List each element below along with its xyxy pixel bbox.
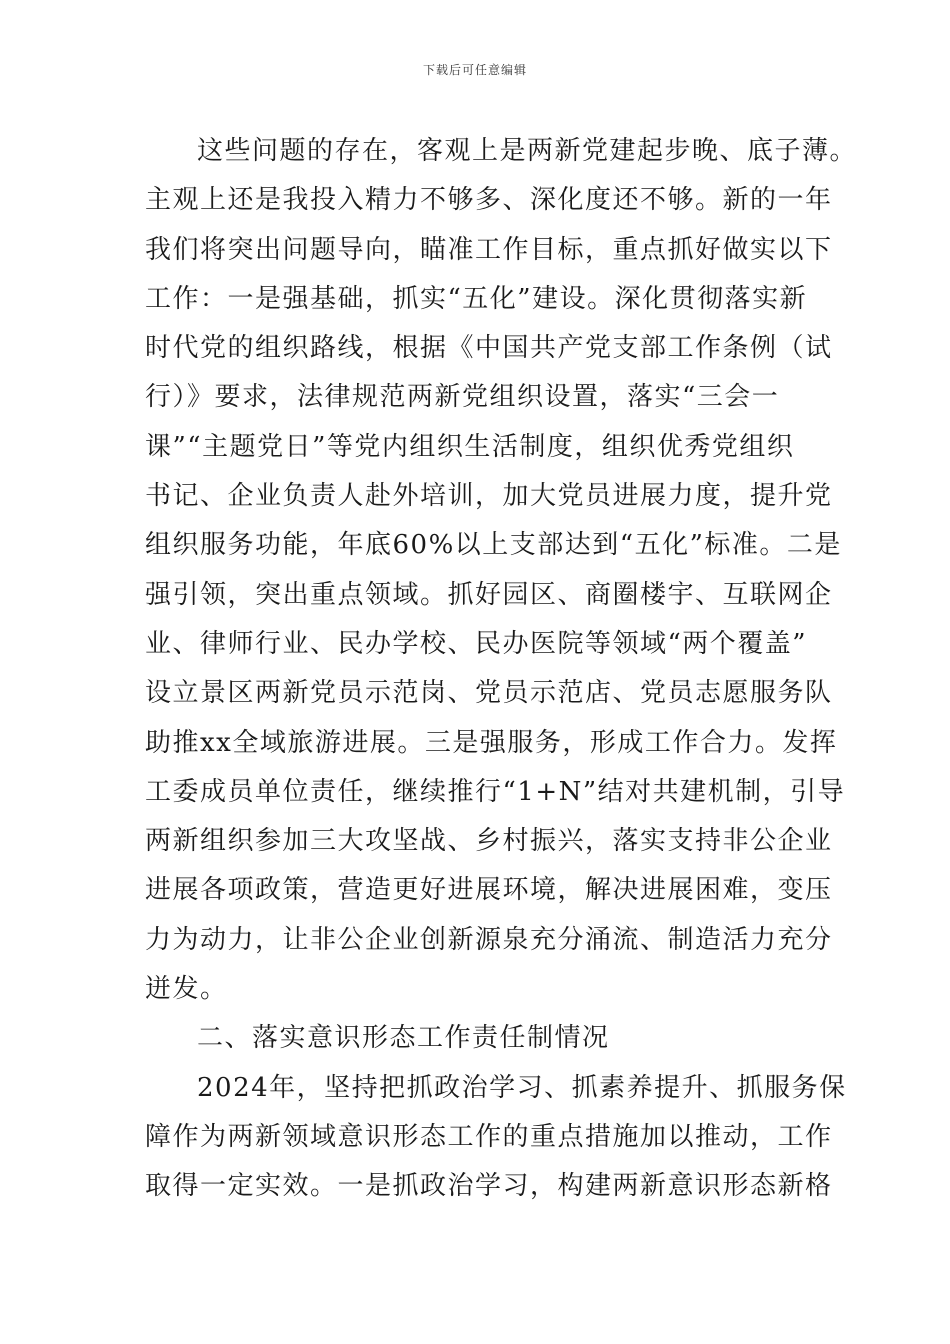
text-line: 行）》要求，法律规范两新党组织设置，落实“三会一	[145, 382, 780, 413]
text-line: 进展各项政策，营造更好进展环境，解决进展困难，变压	[145, 875, 833, 906]
text-line: 强引领，突出重点领域。抓好园区、商圈楼宇、互联网企	[145, 579, 833, 610]
text-line: 时代党的组织路线，根据《中国共产党支部工作条例（试	[145, 333, 833, 364]
text-line: 取得一定实效。一是抓政治学习，构建两新意识形态新格	[145, 1171, 833, 1202]
text-line: 我们将突出问题导向，瞄准工作目标，重点抓好做实以下	[145, 234, 833, 265]
text-line: 组织服务功能，年底60%以上支部达到“五化”标准。二是	[145, 530, 842, 561]
text-line: 障作为两新领域意识形态工作的重点措施加以推动，工作	[145, 1121, 833, 1152]
text-line: 迸发。	[145, 974, 228, 1005]
text-line: 助推xx全域旅游进展。三是强服务，形成工作合力。发挥	[145, 727, 838, 758]
text-line: 这些问题的存在，客观上是两新党建起步晚、底子薄。	[197, 136, 858, 166]
text-line: 业、律师行业、民办学校、民办医院等领域“两个覆盖”	[145, 628, 808, 659]
text-line: 两新组织参加三大攻坚战、乡村振兴，落实支持非公企业	[145, 826, 833, 857]
section-heading: 二、落实意识形态工作责任制情况	[197, 1023, 610, 1054]
text-line: 课”“主题党日”等党内组织生活制度，组织优秀党组织	[145, 431, 795, 462]
text-line: 主观上还是我投入精力不够多、深化度还不够。新的一年	[145, 185, 833, 216]
text-line: 力为动力，让非公企业创新源泉充分涌流、制造活力充分	[145, 924, 833, 955]
text-line: 工委成员单位责任，继续推行“1+N”结对共建机制，引导	[145, 776, 846, 807]
text-line: 工作：一是强基础，抓实“五化”建设。深化贯彻落实新	[145, 283, 808, 314]
text-line: 设立景区两新党员示范岗、党员示范店、党员志愿服务队	[145, 678, 833, 709]
document-body	[145, 127, 858, 1212]
text-line: 书记、企业负责人赴外培训，加大党员进展力度，提升党	[145, 481, 833, 512]
page-header: 下载后可任意编辑	[422, 63, 527, 77]
text-line: 2024年，坚持把抓政治学习、抓素养提升、抓服务保	[197, 1072, 847, 1103]
